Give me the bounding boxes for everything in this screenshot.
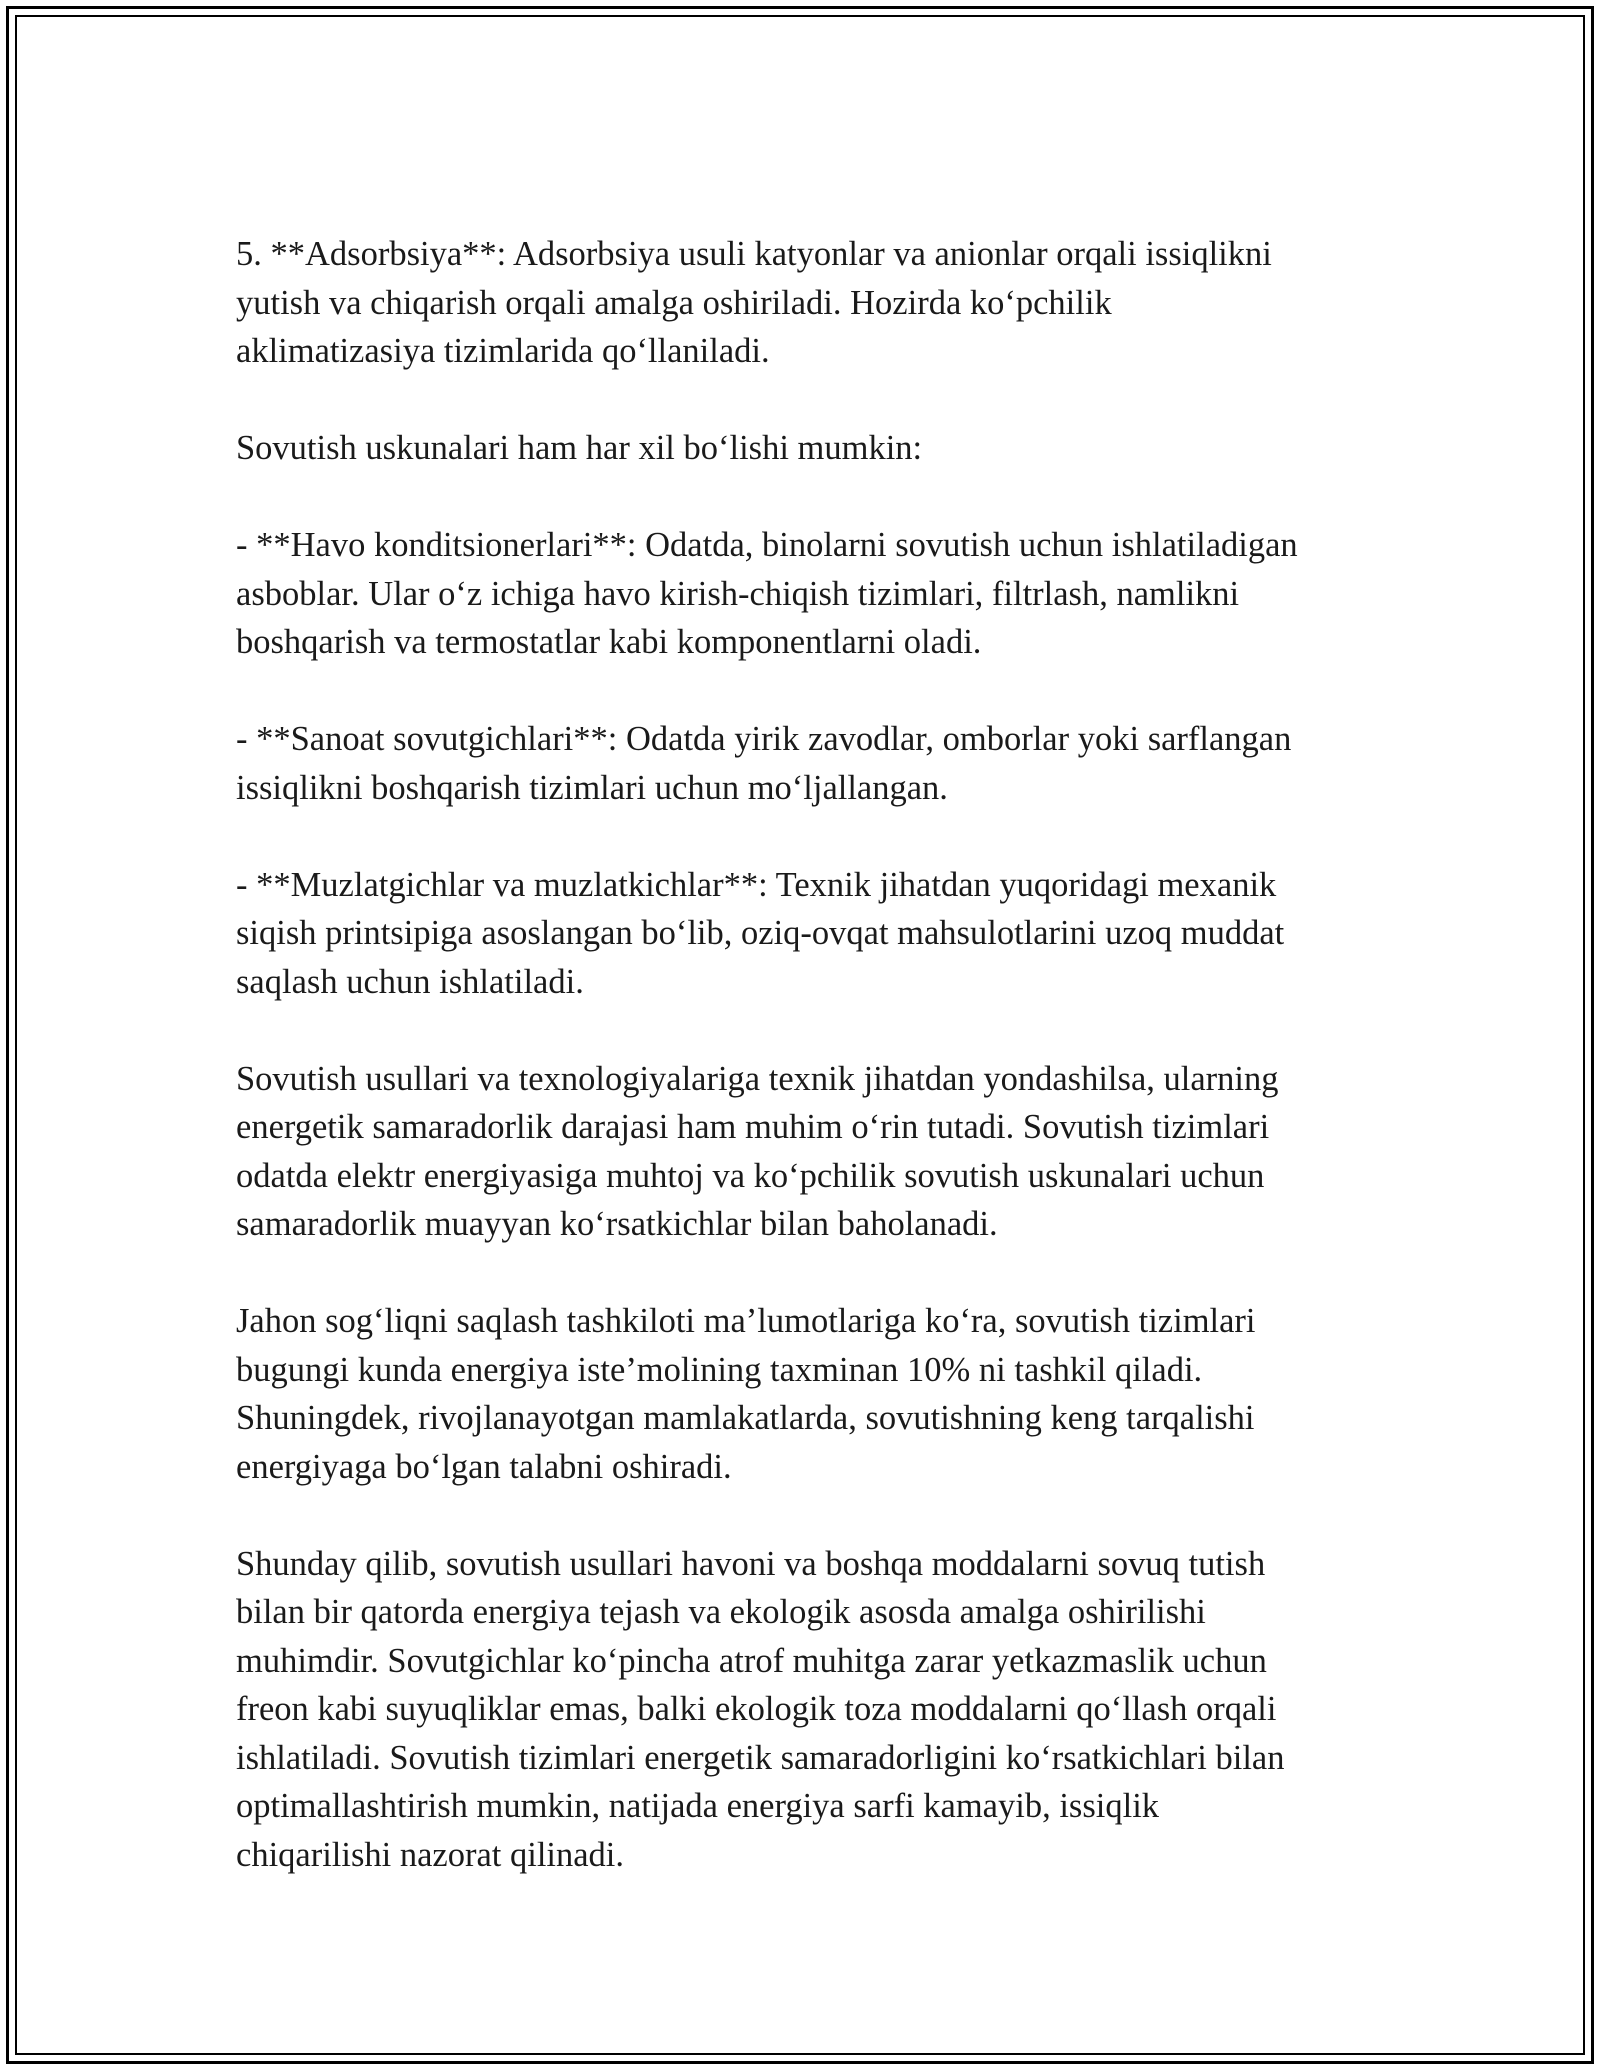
text-line: muhimdir. Sovutgichlar ko‘pincha atrof muhitga zarar yetkazmaslik uchun [236,1641,1267,1680]
text-line: boshqarish va termostatlar kabi komponentlarni oladi. [236,623,982,661]
text-line: - **Sanoat sovutgichlari**: Odatda yirik zavodlar, omborlar yoki sarflangan [236,720,1292,758]
text-line: yutish va chiqarish orqali amalga oshiriladi. Hozirda ko‘pchilik [236,283,1112,322]
paragraph-jahon-soglik [236,1297,1386,1491]
text-line: siqish printsipiga asoslangan bo‘lib, oziq-ovqat mahsulotlarini uzoq muddat [236,914,1285,952]
text-line: bilan bir qatorda energiya tejash va ekologik asosda amalga oshirilishi [236,1593,1206,1631]
text-line: optimallashtirish mumkin, natijada energiya sarfi kamayib, issiqlik [236,1787,1160,1825]
text-line: 5. **Adsorbsiya**: Adsorbsiya usuli katyonlar va anionlar orqali issiqlikni [236,235,1272,273]
text-line: energetik samaradorlik darajasi ham muhim o‘rin tutadi. Sovutish tizimlari [236,1108,1270,1146]
text-line: Sovutish usullari va texnologiyalariga texnik jihatdan yondashilsa, ularning [236,1059,1279,1098]
list-item-muzlatgichlar [236,861,1386,1007]
text-line: odatda elektr energiyasiga muhtoj va ko‘pchilik sovutish uskunalari uchun [236,1156,1265,1195]
list-item-havo-konditsionerlari [236,521,1386,667]
text-line: aklimatizasiya tizimlarida qo‘llaniladi. [236,332,770,370]
text-line: energiyaga bo‘lgan talabni oshiradi. [236,1447,732,1486]
text-line: saqlash uchun ishlatiladi. [236,962,584,1001]
paragraph-uskunalar-intro [236,424,1386,473]
paragraph-energetik-samaradorlik [236,1055,1386,1249]
text-line: issiqlikni boshqarish tizimlari uchun mo‘ljallangan. [236,768,948,807]
text-line: Shuningdek, rivojlanayotgan mamlakatlarda, sovutishning keng tarqalishi [236,1399,1255,1437]
paragraph-xulosa [236,1540,1386,1880]
text-line: chiqarilishi nazorat qilinadi. [236,1835,625,1874]
text-line: samaradorlik muayyan ko‘rsatkichlar bilan baholanadi. [236,1205,998,1243]
text-line: Jahon sog‘liqni saqlash tashkiloti ma’lumotlariga ko‘ra, sovutish tizimlari [236,1302,1256,1340]
text-line: Sovutish uskunalari ham har xil bo‘lishi mumkin: [236,429,923,467]
document-body [236,230,1386,1879]
paragraph-adsorbsiya [236,230,1386,376]
text-line: - **Havo konditsionerlari**: Odatda, binolarni sovutish uchun ishlatiladigan [236,526,1298,564]
text-line: ishlatiladi. Sovutish tizimlari energetik samaradorligini ko‘rsatkichlari bilan [236,1738,1285,1777]
text-line: - **Muzlatgichlar va muzlatkichlar**: Texnik jihatdan yuqoridagi mexanik [236,865,1277,904]
text-line: freon kabi suyuqliklar emas, balki ekologik toza moddalarni qo‘llash orqali [236,1690,1277,1728]
text-line: Shunday qilib, sovutish usullari havoni va boshqa moddalarni sovuq tutish [236,1544,1266,1583]
text-line: asboblar. Ular o‘z ichiga havo kirish-chiqish tizimlari, filtrlash, namlikni [236,574,1240,613]
list-item-sanoat-sovutgichlari [236,715,1386,812]
text-line: bugungi kunda energiya iste’molining taxminan 10% ni tashkil qiladi. [236,1350,1203,1389]
